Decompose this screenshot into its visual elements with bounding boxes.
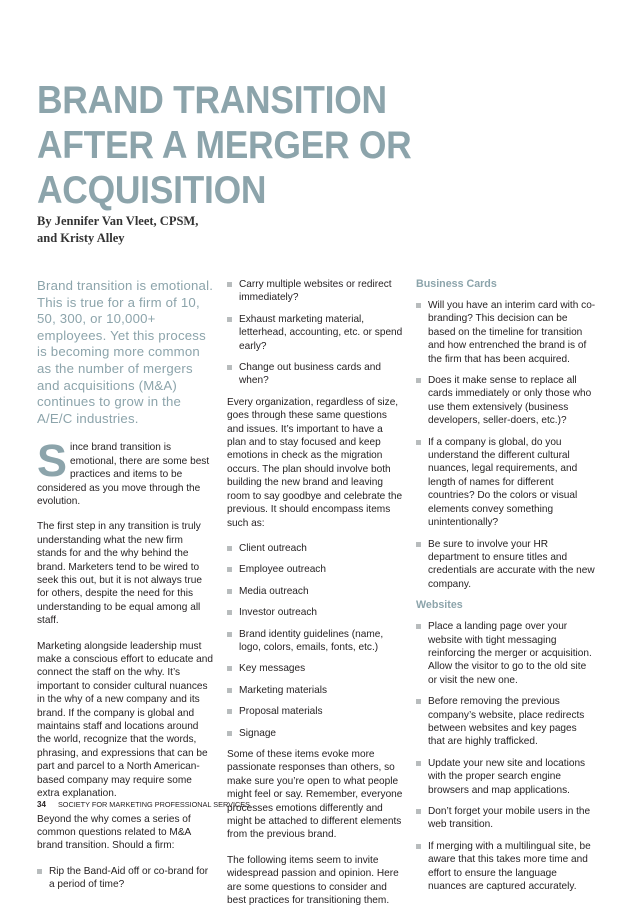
list-item: Proposal materials [227, 705, 404, 718]
list-item: Exhaust marketing material, letterhead, accounting, etc. or spend early? [227, 313, 404, 353]
list-item: Don’t forget your mobile users in the web transition. [416, 805, 596, 832]
body-paragraph: Some of these items evoke more passionate responses than others, so make sure you’re open to what people might feel or say. Remember, everyone processes emotions differently and might be attached to different elements from the previous brand. [227, 748, 403, 841]
list-item: Change out business cards and when? [227, 361, 404, 388]
title-line: AFTER A MERGER OR [37, 124, 412, 167]
byline-line: By Jennifer Van Vleet, CPSM, [37, 214, 199, 228]
list-item: Client outreach [227, 542, 404, 555]
byline-line: and Kristy Alley [37, 231, 125, 245]
body-paragraph: The following items seem to invite widespread passion and opinion. Here are some questions to consider and best practices for transitioning them. [227, 854, 399, 907]
body-paragraph: Marketing alongside leadership must make a conscious effort to educate and connect the staff on the why. It’s important to consider cultural nuances in the why of a new company and its brand. If the company is global and maintains staff and locations around the world, recognize that the words, phrasing, and expressions that can be part and parcel to a North American-based company may require some extra explanation. [37, 640, 214, 800]
bullet-list [416, 299, 596, 591]
list-item: Before removing the previous company’s website, place redirects between websites and key pages that are highly trafficked. [416, 695, 596, 749]
page-footer [37, 800, 250, 810]
publication-name: SOCIETY FOR MARKETING PROFESSIONAL SERVICES [57, 800, 250, 809]
bullet-list [227, 278, 404, 388]
list-item: Rip the Band-Aid off or co-brand for a period of time? [37, 865, 215, 892]
page-number: 34 [37, 800, 46, 809]
article-title [37, 78, 552, 213]
list-item: Key messages [227, 662, 404, 675]
column-3 [416, 278, 596, 901]
lead-paragraph: Brand transition is emotional. This is true for a firm of 10, 50, 300, or 10,000+ employees. Yet this process is becoming more common as the number of mergers and acquisitions (M&A) continues to grow in the A/E/C industries. [37, 278, 214, 426]
column-2 [227, 278, 404, 919]
byline [37, 213, 198, 247]
list-item: If a company is global, do you understand the different cultural nuances, legal requirements, and length of names for different countries? Do the colors or visual elements convey something unintentionally? [416, 436, 596, 530]
section-heading: Business Cards [416, 278, 497, 290]
list-item: Place a landing page over your website with tight messaging reinforcing the merger or acquisition. Allow the visitor to go to the old site or visit the new one. [416, 620, 596, 687]
list-item: Will you have an interim card with co-branding? This decision can be based on the timeline for transition and how entrenched the brand is of the firm that has been acquired. [416, 299, 596, 366]
body-paragraph: The first step in any transition is truly understanding what the new firm stands for and the why behind the brand. Marketers tend to be wired to seek this out, but it is not always true for others, despite the need for this understanding to be equal among all staff. [37, 521, 202, 627]
list-item: Signage [227, 727, 404, 740]
list-item: Carry multiple websites or redirect immediately? [227, 278, 404, 305]
body-paragraph: Every organization, regardless of size, goes through these same questions and issues. It’s important to have a plan and to stay focused and keep emotions in check as the migration occurs. The plan should involve both building the new brand and leaving room to say goodbye and celebrate the previous. It should encompass items such as: [227, 396, 403, 529]
list-item: If merging with a multilingual site, be aware that this takes more time and effort to ensure the language nuances are captured accurately. [416, 840, 596, 894]
list-item: Does it make sense to replace all cards immediately or only those who use them extensively (business developers, seller-doers, etc.)? [416, 374, 596, 428]
bullet-list [227, 542, 404, 740]
list-item: Media outreach [227, 585, 404, 598]
list-item: Update your new site and locations with the proper search engine browsers and map applications. [416, 757, 596, 797]
list-item: Employee outreach [227, 563, 404, 576]
title-line: BRAND TRANSITION [37, 79, 387, 122]
body-paragraph: Beyond the why comes a series of common questions related to M&A brand transition. Should a firm: [37, 813, 191, 852]
paragraph-text: ince brand transition is emotional, there are some best practices and items to be considered as you move through the evolution. [37, 442, 210, 507]
bullet-list [416, 620, 596, 893]
list-item: Brand identity guidelines (name, logo, colors, emails, fonts, etc.) [227, 628, 404, 655]
drop-cap: S [37, 435, 68, 487]
list-item: Marketing materials [227, 684, 404, 697]
bullet-list [37, 865, 215, 892]
section-heading: Websites [416, 599, 463, 612]
body-paragraph [37, 435, 215, 508]
list-item: Be sure to involve your HR department to ensure titles and credentials are accurate with the new company. [416, 538, 596, 592]
list-item: Investor outreach [227, 606, 404, 619]
title-line: ACQUISITION [37, 169, 267, 212]
